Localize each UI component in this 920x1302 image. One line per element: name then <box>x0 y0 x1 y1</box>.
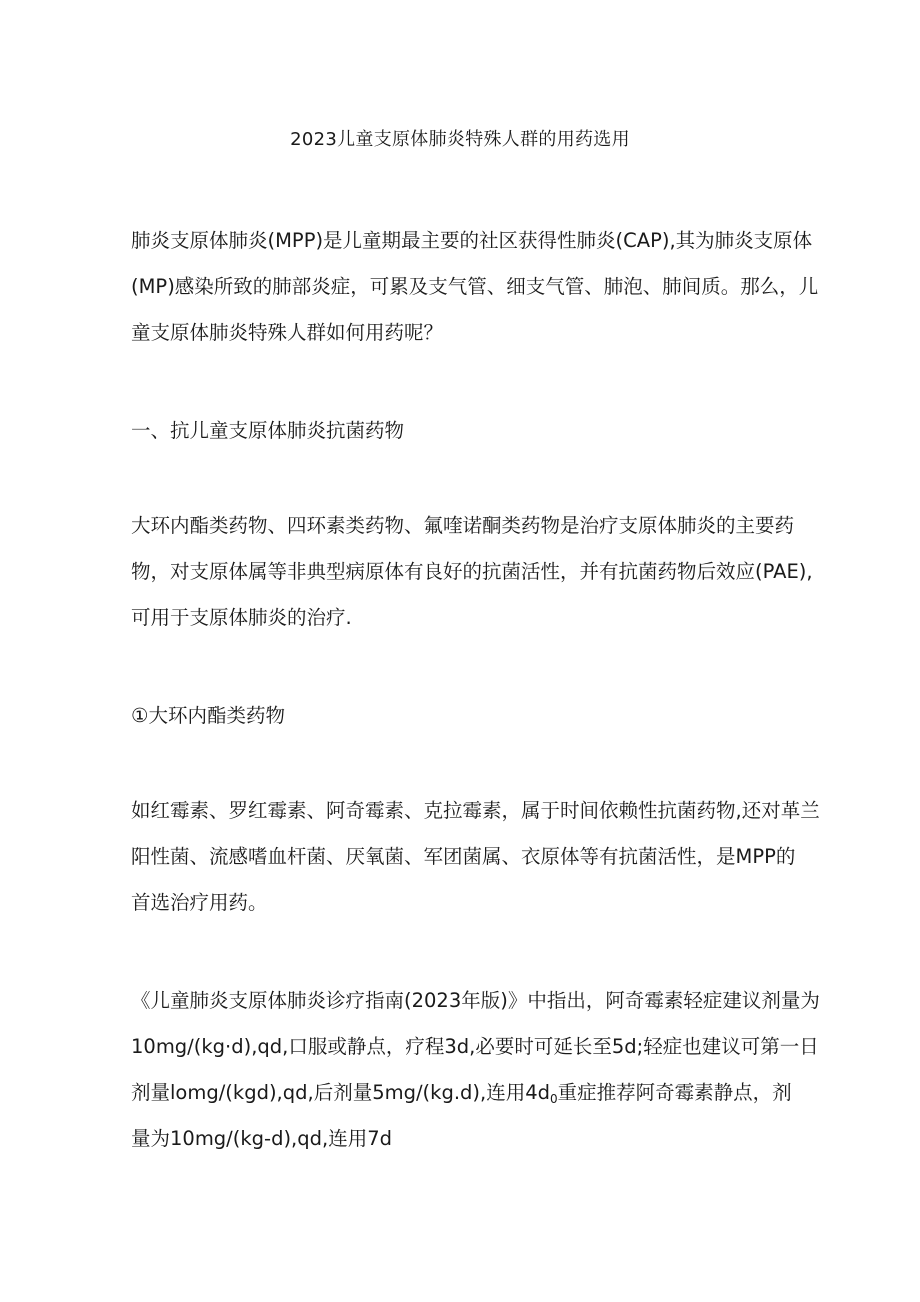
text-line: 童支原体肺炎特殊人群如何用药呢？ <box>131 321 444 344</box>
subscript: 0 <box>550 1092 558 1106</box>
subsection-paragraph <box>131 788 820 926</box>
text-line: 可用于支原体肺炎的治疗. <box>131 606 352 629</box>
text-line: 如红霉素、罗红霉素、阿奇霉素、克拉霉素，属于时间依赖性抗菌药物,还对革兰 <box>131 799 820 822</box>
text-line: 《儿童肺炎支原体肺炎诊疗指南(2023年版)》中指出，阿奇霉素轻症建议剂量为 <box>131 989 820 1012</box>
section-paragraph <box>131 503 813 641</box>
text-line: 10mg∕(kg·d),qd,口服或静点，疗程3d,必要时可延长至5d;轻症也建议可第一日 <box>131 1035 819 1058</box>
text-line: 首选治疗用药。 <box>131 891 268 914</box>
text-line: 量为10mg∕(kg-d),qd,连用7d <box>131 1127 392 1150</box>
document-title: 2023儿童支原体肺炎特殊人群的用药选用 <box>290 129 630 150</box>
guideline-paragraph <box>131 978 820 1162</box>
text-line: 大环内酯类药物、四环素类药物、氟喹诺酮类药物是治疗支原体肺炎的主要药 <box>131 514 795 537</box>
subsection-heading: ①大环内酯类药物 <box>131 704 285 727</box>
text-fragment: 剂量lomg/(kgd),qd,后剂量5mg∕(kg.d),连用4d <box>131 1081 551 1104</box>
text-line <box>131 1070 801 1116</box>
text-fragment: 重症推荐阿奇霉素静点，剂 <box>557 1081 792 1104</box>
text-line: 物，对支原体属等非典型病原体有良好的抗菌活性，并有抗菌药物后效应(PAE), <box>131 560 813 583</box>
text-line: (MP)感染所致的肺部炎症，可累及支气管、细支气管、肺泡、肺间质。那么，儿 <box>131 275 819 298</box>
text-line: 肺炎支原体肺炎(MPP)是儿童期最主要的社区获得性肺炎(CAP),其为肺炎支原体 <box>131 229 813 252</box>
intro-paragraph <box>131 218 819 356</box>
text-line: 阳性菌、流感嗜血杆菌、厌氧菌、军团菌属、衣原体等有抗菌活性，是MPP的 <box>131 845 796 868</box>
section-heading: 一、抗儿童支原体肺炎抗菌药物 <box>131 419 405 442</box>
